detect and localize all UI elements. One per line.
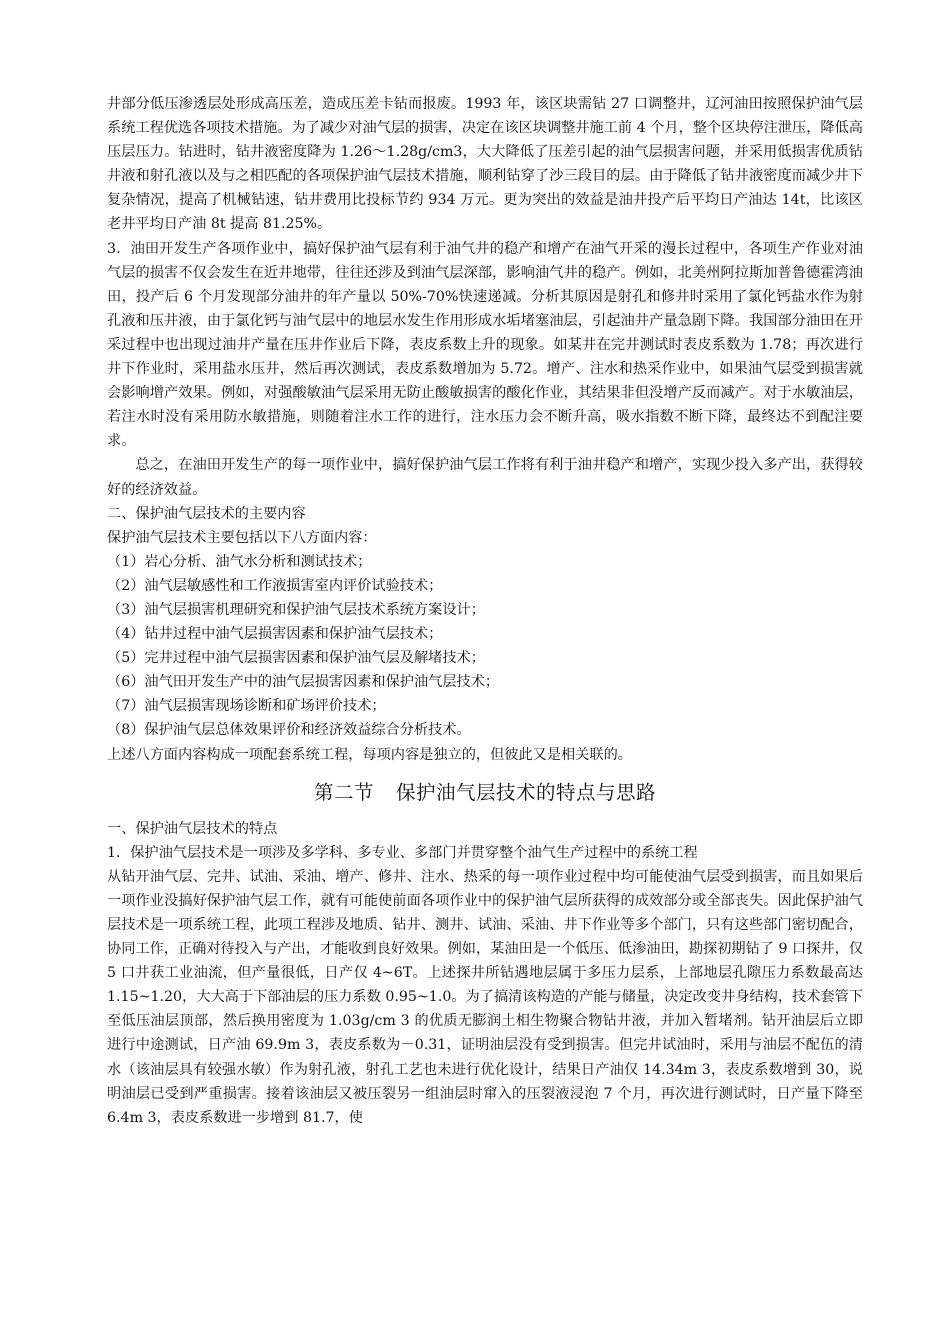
section-title	[107, 778, 863, 808]
closing-paragraph: 上述八方面内容构成一项配套系统工程，每项内容是独立的，但彼此又是相关联的。	[107, 746, 632, 763]
list-item: （3）油气层损害机理研究和保护油气层技术系统方案设计；	[107, 601, 485, 618]
body-paragraph: 从钻开油气层、完井、试油、采油、增产、修井、注水、热采的每一项作业过程中均可能使油气层受到损害，而且如果后一项作业没搞好保护油气层工作，就有可能使前面各项作业中的保护油气层所获得的成效部分或全部丧失。因此保护油气层技术是一项系统工程，此项工程涉及地质、钻井、测井、试油、采油、井下作业等多个部门，只有这些部门密切配合，协同工作，正确对待投入与产出，才能收到良好效果。例如，某油田是一个低压、低渗油田，勘探初期钻了 9 口探井，仅 5 口井获工业油流，但产量很低，日产仅 4~6T。上述探井所钻遇地层属于多压力层系，上部地层孔隙压力系数最高达 1.15~1.20，大大高于下部油层的压力系数 0.95~1.0。为了搞清该构造的产能与储量，决定改变井身结构，技术套管下至低压油层顶部，然后换用密度为 1.03g/cm 3 的优质无膨润土相生物聚合物钻井液，并加入暂堵剂。钻开油层后立即进行中途测试，日产油 69.9m 3，表皮系数为－0.31，证明油层没有受到损害。但完井试油时，采用与油层不配伍的清水（该油层具有较强水敏）作为射孔液，射孔工艺也未进行优化设计，结果日产油仅 14.34m 3，表皮系数增到 30，说明油层已受到严重损害。接着该油层又被压裂另一组油层时窜入的压裂液浸泡 7 个月，再次进行测试时，日产量下降至 6.4m 3，表皮系数进一步增到 81.7，使	[107, 868, 863, 1126]
subheading: 二、保护油气层技术的主要内容	[107, 505, 306, 522]
body-paragraph: 3．油田开发生产各项作业中，搞好保护油气层有利于油气井的稳产和增产在油气开采的漫长过程中，各项生产作业对油气层的损害不仅会发生在近井地带，往往还涉及到油气层深部，影响油气井的稳产。例如，北美州阿拉斯加普鲁德霍湾油田，投产后 6 个月发现部分油井的年产量以 50%-70%快速递减。分析其原因是射孔和修井时采用了氯化钙盐水作为射孔液和压井液，由于氯化钙与油气层中的地层水发生作用形成水垢堵塞油层，引起油井产量急剧下降。我国部分油田在开采过程中也出现过油井产量在压井作业后下降，表皮系数上升的现象。如某井在完井测试时表皮系数为 1.78；再次进行井下作业时，采用盐水压井，然后再次测试，表皮系数增加为 5.72。增产、注水和热采作业中，如果油气层受到损害就会影响增产效果。例如，对强酸敏油气层采用无防止酸敏损害的酸化作业，其结果非但没增产反而减产。对于水敏油层，若注水时没有采用防水敏措施，则随着注水工作的进行，注水压力会不断升高，吸水指数不断下降，最终达不到配注要求。	[107, 240, 863, 450]
list-item: （2）油气层敏感性和工作液损害室内评价试验技术；	[107, 577, 443, 594]
list-item: （4）钻井过程中油气层损害因素和保护油气层技术；	[107, 626, 443, 643]
list-item: （8）保护油气层总体效果评价和经济效益综合分析技术。	[107, 722, 471, 739]
body-paragraph: 井部分低压渗透层处形成高压差，造成压差卡钻而报废。1993 年，该区块需钻 27 口调整井，辽河油田按照保护油气层系统工程优选各项技术措施。为了减少对油气层的损害，决定在该区块调整井施工前 4 个月，整个区块停注泄压，降低高压层压力。钻进时，钻井液密度降为 1.26～1.28g/cm3，大大降低了压差引起的油气层损害问题，并采用低损害优质钻井液和射孔液以及与之相匹配的各项保护油气层技术措施，顺利钻穿了沙三段目的层。由于降低了钻井液密度而减少井下复杂情况，提高了机械钻速，钻井费用比投标节约 934 万元。更为突出的效益是油井投产后平均日产油达 14t，比该区老井平均日产油 8t 提高 81.25%。	[107, 96, 863, 233]
section-title-text: 保护油气层技术的特点与思路	[396, 780, 657, 804]
section-number: 第二节	[313, 780, 374, 804]
list-item: （1）岩心分析、油气水分析和测试技术；	[107, 553, 372, 570]
list-item: （7）油气层损害现场诊断和矿场评价技术；	[107, 698, 386, 715]
list-item: （6）油气田开发生产中的油气层损害因素和保护油气层技术；	[107, 674, 500, 691]
point-heading: 1．保护油气层技术是一项涉及多学科、多专业、多部门并贯穿整个油气生产过程中的系统工程	[107, 844, 698, 861]
summary-paragraph: 总之，在油田开发生产的每一项作业中，搞好保护油气层工作将有利于油井稳产和增产，实现少投入多产出，获得较好的经济效益。	[107, 457, 863, 498]
list-intro: 保护油气层技术主要包括以下八方面内容：	[107, 529, 377, 546]
list-item: （5）完井过程中油气层损害因素和保护油气层及解堵技术；	[107, 650, 485, 667]
document-page	[107, 92, 863, 1130]
subheading: 一、保护油气层技术的特点	[107, 820, 278, 837]
